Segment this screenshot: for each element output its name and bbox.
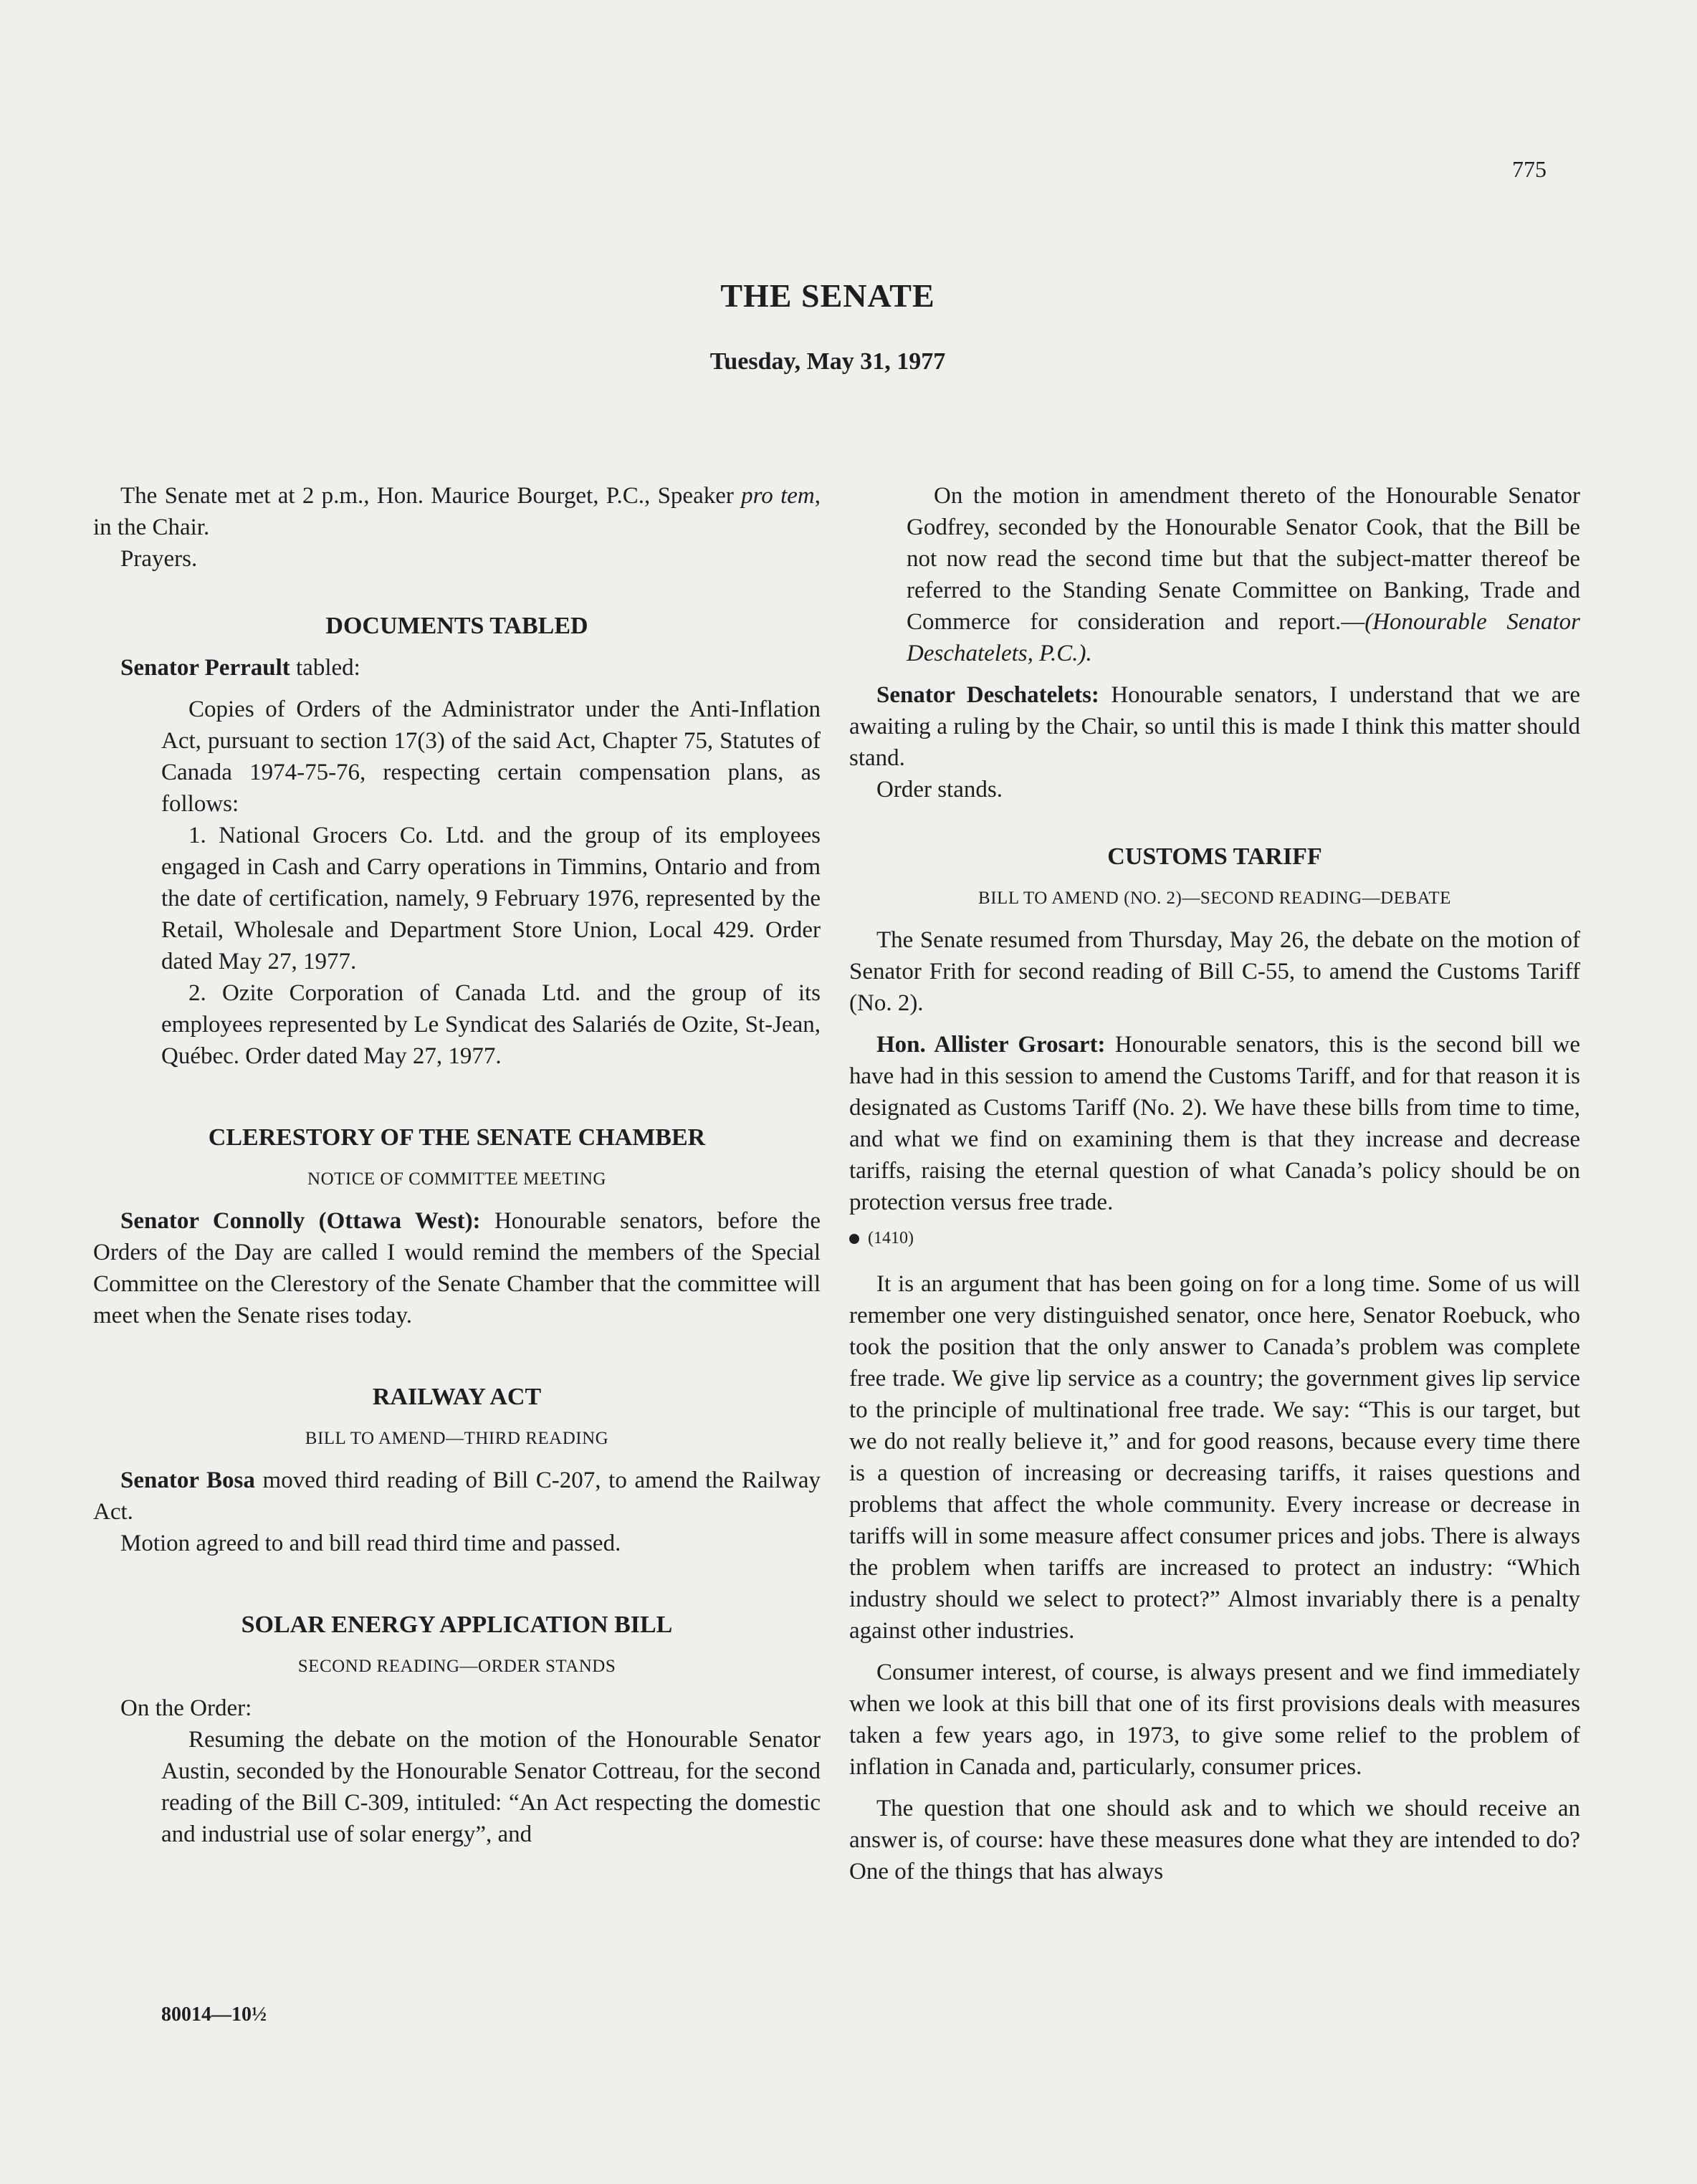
order-stands: Order stands. bbox=[876, 777, 1003, 803]
page-number: 775 bbox=[1512, 156, 1547, 182]
opening-paragraph: The Senate met at 2 p.m., Hon. Maurice Bourget, P.C., Speaker pro tem, in the Chair. bbox=[93, 483, 821, 540]
documents-intro: Copies of Orders of the Administrator under the Anti-Inflation Act, pursuant to section 17(3) of the said Act, Chapter 75, Statutes of Canada 1974-75-76, respecting certain compensation plans, as follows: bbox=[161, 696, 821, 817]
heading-documents-tabled: DOCUMENTS TABLED bbox=[325, 613, 588, 639]
heading-clerestory: CLERESTORY OF THE SENATE CHAMBER bbox=[208, 1124, 706, 1151]
subheading-clerestory: NOTICE OF COMMITTEE MEETING bbox=[307, 1169, 606, 1189]
amendment-paragraph: On the motion in amendment thereto of the Honourable Senator Godfrey, seconded by the Honourable Senator Cook, that the Bill be not now read the second time but that the subject-matter thereof be referred to the Standing Senate Committee on Banking, Trade and Commerce for consideration and report.—(Honourable Senator Deschatelets, P.C.). bbox=[907, 483, 1580, 666]
customs-resume-paragraph: The Senate resumed from Thursday, May 26, the debate on the motion of Senator Frith for second reading of Bill C-55, to amend the Customs Tariff (No. 2). bbox=[849, 927, 1580, 1016]
railway-paragraph: Senator Bosa moved third reading of Bill C-207, to amend the Railway Act. bbox=[93, 1467, 821, 1525]
sitting-date: Tuesday, May 31, 1977 bbox=[709, 348, 946, 375]
heading-solar-energy: SOLAR ENERGY APPLICATION BILL bbox=[241, 1611, 673, 1638]
bullet-icon bbox=[849, 1234, 859, 1244]
railway-motion: Motion agreed to and bill read third time and passed. bbox=[120, 1531, 621, 1556]
documents-tabled-paragraph: Senator Perrault tabled: bbox=[120, 655, 360, 681]
argument-paragraph: It is an argument that has been going on for a long time. Some of us will remember one very distinguished senator, once here, Senator Roebuck, who took the position that the only answer to Canada’s problem was complete free trade. We give lip service as a country; the government gives lip service to the principle of multinational free trade. We say: “This is our target, but we do not really believe it,” and for good reasons, because every time there is a question of increasing or decreasing tariffs, it raises questions and problems that affect the whole community. Every increase or decrease in tariffs will in some measure affect consumer prices and jobs. There is always the problem when tariffs are increased to protect an industry: “Which industry should we select to protect?” Almost invariably there is a penalty against other industries. bbox=[849, 1271, 1580, 1644]
printer-code: 80014—10½ bbox=[161, 2003, 267, 2026]
consumer-paragraph: Consumer interest, of course, is always present and we find immediately when we look at this bill that one of its first provisions deals with measures taken a few years ago, in 1973, to give some relief to the problem of inflation in Canada and, particularly, consumer prices. bbox=[849, 1659, 1580, 1780]
time-marker: (1410) bbox=[849, 1222, 1580, 1254]
clerestory-paragraph: Senator Connolly (Ottawa West): Honourable senators, before the Orders of the Day are called I would remind the members of the Special Committee on the Clerestory of the Senate Chamber that the committee will meet when the Senate rises today. bbox=[93, 1208, 821, 1328]
page-title: THE SENATE bbox=[720, 277, 935, 314]
heading-customs-tariff: CUSTOMS TARIFF bbox=[1107, 843, 1322, 870]
subheading-solar-energy: SECOND READING—ORDER STANDS bbox=[297, 1657, 616, 1676]
subheading-railway-act: BILL TO AMEND—THIRD READING bbox=[305, 1429, 609, 1448]
question-paragraph: The question that one should ask and to which we should receive an answer is, of course: have these measures done what they are intended to do? One of the things that has always bbox=[849, 1796, 1580, 1884]
speaker-name: Senator Deschatelets: bbox=[876, 682, 1099, 708]
solar-paragraph: Resuming the debate on the motion of the Honourable Senator Austin, seconded by the Honourable Senator Cottreau, for the second reading of the Bill C-309, intituled: “An Act respecting the domestic and industrial use of solar energy”, and bbox=[161, 1727, 821, 1847]
speaker-name: Senator Bosa bbox=[120, 1467, 255, 1493]
solar-order: On the Order: bbox=[120, 1695, 252, 1721]
left-column bbox=[93, 480, 821, 1850]
deschatelets-paragraph: Senator Deschatelets: Honourable senators, I understand that we are awaiting a ruling by the Chair, so until this is made I think this matter should stand. bbox=[849, 682, 1580, 771]
speaker-name: Senator Perrault bbox=[120, 655, 290, 681]
grosart-paragraph: Hon. Allister Grosart: Honourable senators, this is the second bill we have had in this session to amend the Customs Tariff, and for that reason it is designated as Customs Tariff (No. 2). We have these bills from time to time, and what we find on examining them is that they increase and decrease tariffs, raising the eternal question of what Canada’s policy should be on protection versus free trade. bbox=[849, 1032, 1580, 1215]
right-column bbox=[849, 480, 1580, 1887]
prayers: Prayers. bbox=[120, 546, 198, 572]
subheading-customs-tariff: BILL TO AMEND (NO. 2)—SECOND READING—DEBATE bbox=[978, 889, 1451, 908]
speaker-name: Senator Connolly (Ottawa West): bbox=[120, 1208, 481, 1234]
documents-item-2: 2. Ozite Corporation of Canada Ltd. and the group of its employees represented by Le Syndicat des Salariés de Ozite, St-Jean, Québec. Order dated May 27, 1977. bbox=[161, 980, 821, 1069]
heading-railway-act: RAILWAY ACT bbox=[372, 1384, 542, 1410]
documents-item-1: 1. National Grocers Co. Ltd. and the group of its employees engaged in Cash and Carry operations in Timmins, Ontario and from the date of certification, namely, 9 February 1976, represented by the Retail, Wholesale and Department Store Union, Local 429. Order dated May 27, 1977. bbox=[161, 823, 821, 974]
speaker-name: Hon. Allister Grosart: bbox=[876, 1032, 1106, 1058]
